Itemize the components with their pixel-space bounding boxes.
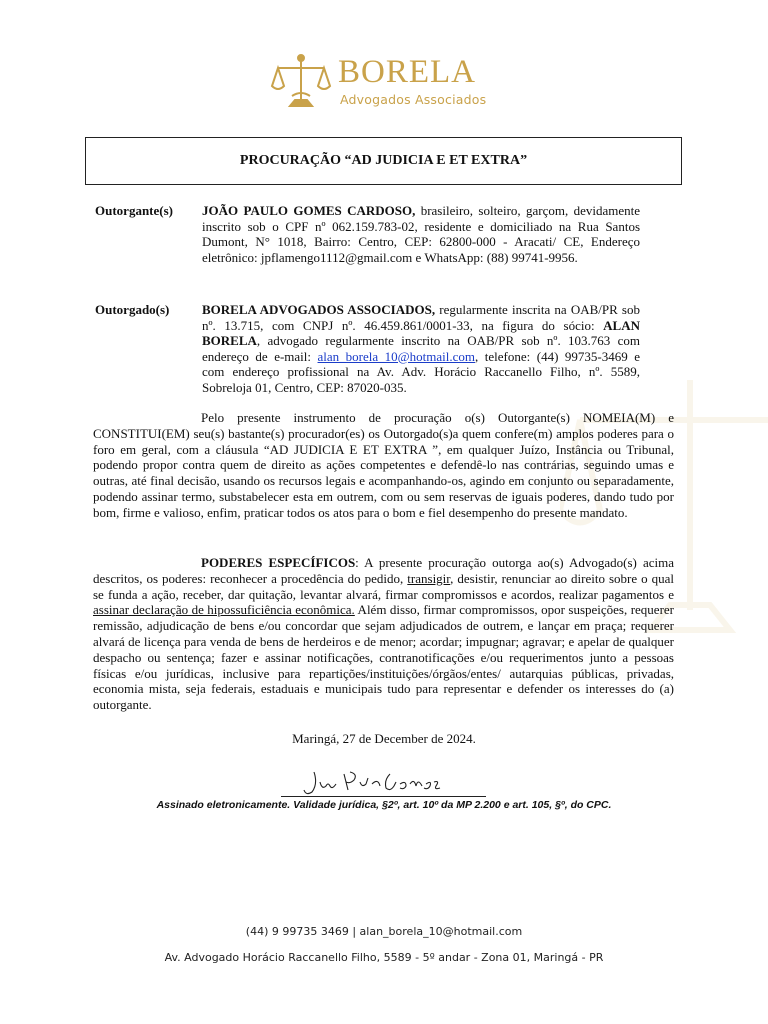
outorgante-details: brasileiro, solteiro, garçom, devidamente inscrito sob o CPF nº 062.159.783-02, residente e domiciliado na Rua Santos Dumont, N° 1018, Bairro: Centro, CEP: 62800-000 - Aracati/ CE, Endereço eletrônico: jpflamengo1112@gmail.com e WhatsApp: (88) 99741-9956. (202, 203, 640, 265)
specific-powers-text-3: Além disso, firmar compromissos, opor suspeições, requerer remissão, adjudicação de bens e/ou concordar que sejam adjudicados de outrem, e lançar em praça; requerer alvará de licença para venda de bens de herdeiros e de menor; acordar; impugnar; agravar; e apelar de qualquer despacho ou sentença; fazer e assinar notificações, contranotificações e/ou requerimentos junto a pessoas físicas e/ou jurídicas, inclusive para repartições/instituições/órgãos/entes/ autarquias públicas, privadas, economia mista, seja federais, estaduais e municipais tudo para representar e defender os interesses do (a) outorgante. (93, 602, 674, 713)
outorgado-section (95, 302, 640, 395)
outorgado-text (202, 302, 640, 395)
hipossuficiencia-term: assinar declaração de hipossuficiência econômica. (93, 602, 355, 618)
scales-of-justice-icon (270, 52, 332, 110)
outorgado-details-1: regularmente inscrita na OAB/PR sob nº. 13.715, com CNPJ nº. 46.459.861/0001-33, na figura do sócio: (202, 302, 640, 333)
firm-name: BORELA (338, 54, 476, 90)
footer-address: Av. Advogado Horácio Raccanello Filho, 5589 - 5º andar - Zona 01, Maringá - PR (164, 951, 604, 964)
outorgante-text (202, 203, 640, 265)
outorgante-section (95, 203, 640, 265)
outorgado-label: Outorgado(s) (95, 302, 170, 317)
transigir-term: transigir (407, 570, 451, 586)
electronic-signature-note: Assinado eletronicamente. Validade jurídica, §2º, art. 10º da MP 2.200 e art. 105, §º, do CPC. (156, 799, 612, 811)
firm-subtitle: Advogados Associados (340, 92, 487, 107)
outorgado-details-3: , telefone: (44) 99735-3469 e com endereço profissional na Av. Adv. Horácio Raccanello Filho, nº. 5589, Sobreloja 01, Centro, CEP: 87020-035. (202, 348, 641, 395)
powers-paragraph: Pelo presente instrumento de procuração o(s) Outorgante(s) NOMEIA(M) e CONSTITUI(EM) seu(s) bastante(s) procurador(es) os Outorgado(s)a quem confere(m) amplos poderes para o foro em geral, com a cláusula “AD JUDICIA E ET EXTRA ”, em qualquer Juízo, Instância ou Tribunal, podendo propor contra quem de direito as ações competentes e defendê-lo nas contrárias, seguindo umas e outras, até final decisão, usando os recursos legais e acompanhando-os, agindo em conjunto ou separadamente, podendo assinar termo, substabelecer esta em outrem, com ou sem reservas de iguais poderes, dando tudo por bom, firme e valioso, enfim, praticar todos os atos para o bom e fiel desempenho do presente mandato. (93, 410, 674, 520)
outorgado-name: BORELA ADVOGADOS ASSOCIADOS, (202, 302, 436, 317)
footer-contact: (44) 9 99735 3469 | alan_borela_10@hotmail.com (245, 925, 523, 938)
specific-powers-heading: PODERES ESPECÍFICOS (201, 555, 356, 570)
document-title: PROCURAÇÃO “AD JUDICIA E ET EXTRA” (239, 153, 528, 168)
document-date: Maringá, 27 de December de 2024. (292, 731, 476, 746)
specific-powers-text-1: : A presente procuração outorga ao(s) Advogado(s) acima descritos, os poderes: reconhecer a procedência do pedido, (93, 555, 674, 586)
document-title-box (85, 137, 682, 185)
firm-logo (270, 52, 500, 112)
outorgante-label: Outorgante(s) (95, 203, 173, 218)
specific-powers-paragraph (93, 555, 674, 713)
handwritten-signature (282, 764, 482, 800)
email-link[interactable]: alan_borela_10@hotmail.com (317, 348, 475, 364)
partner-name: ALAN BORELA (202, 317, 640, 348)
outorgado-details-2: , advogado regularmente inscrito na OAB/PR sob nº. 103.763 com endereço de e-mail: (202, 333, 640, 364)
signature-line (281, 796, 486, 797)
outorgante-name: JOÃO PAULO GOMES CARDOSO, (202, 203, 416, 218)
specific-powers-text-2: , desistir, renunciar ao direito sobre o qual se funda a ação, receber, dar quitação, levantar alvará, firmar compromissos e acordos, realizar pagamentos e (93, 570, 674, 602)
